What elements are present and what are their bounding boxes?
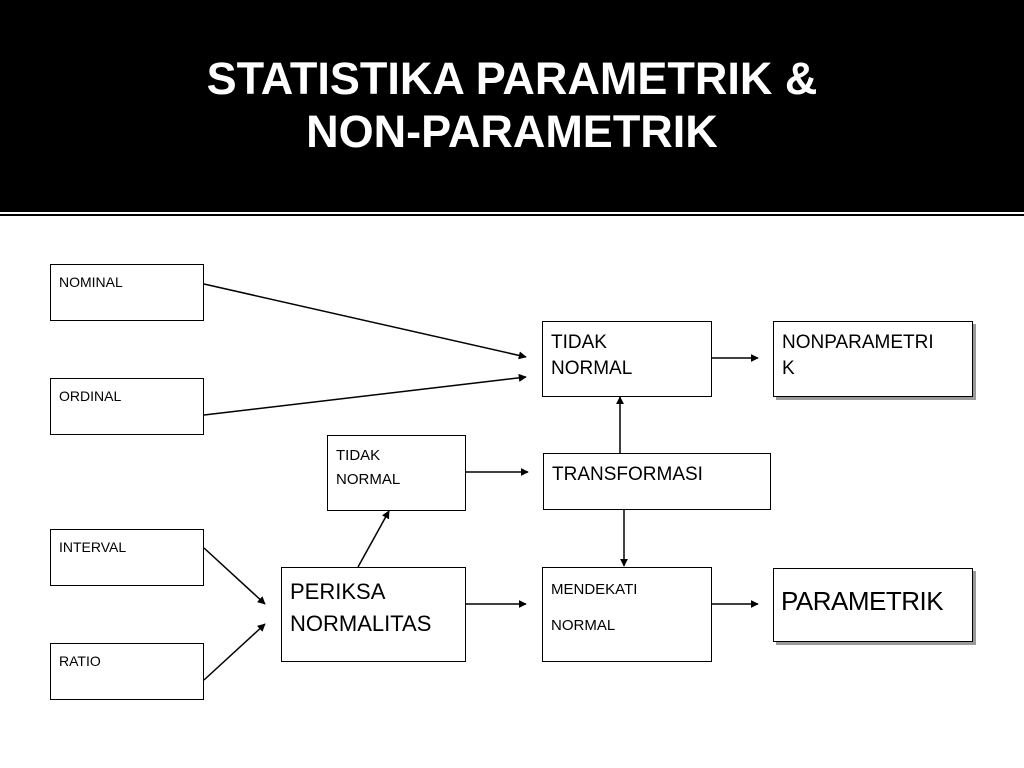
node-nonparametrik-label: NONPARAMETRI K [782,332,934,379]
arrow-interval-to-periksa [204,548,265,604]
slide-title-line-2: NON-PARAMETRIK [306,106,718,157]
node-interval [50,529,204,586]
arrow-periksa-to-tidak-normal [358,511,389,567]
node-tidak-normal-top [542,321,712,397]
node-mendekati-normal-label: MENDEKATI NORMAL [551,581,638,634]
node-tidak-normal-left [327,435,466,511]
node-interval-label: INTERVAL [59,539,127,555]
node-nominal [50,264,204,321]
node-ratio-label: RATIO [59,653,101,669]
node-tidak-normal-top-label: TIDAK NORMAL [551,332,633,379]
arrow-ordinal-to-tidak-normal [204,377,526,415]
node-mendekati-normal [542,567,712,662]
node-ordinal [50,378,204,435]
arrow-ratio-to-periksa [204,624,265,680]
node-ratio [50,643,204,700]
node-nonparametrik [773,321,973,397]
node-parametrik [773,568,973,642]
node-tidak-normal-left-label: TIDAK NORMAL [336,447,401,488]
node-periksa-normalitas [281,567,466,662]
arrow-nominal-to-tidak-normal [204,284,526,357]
node-transformasi-label: TRANSFORMASI [552,464,703,485]
slide-title-line-1: STATISTIKA PARAMETRIK & [206,53,818,104]
node-periksa-normalitas-label: PERIKSA NORMALITAS [290,579,432,636]
node-nominal-label: NOMINAL [59,274,123,290]
node-parametrik-label: PARAMETRIK [781,586,944,616]
node-ordinal-label: ORDINAL [59,388,122,404]
node-transformasi [543,453,771,510]
